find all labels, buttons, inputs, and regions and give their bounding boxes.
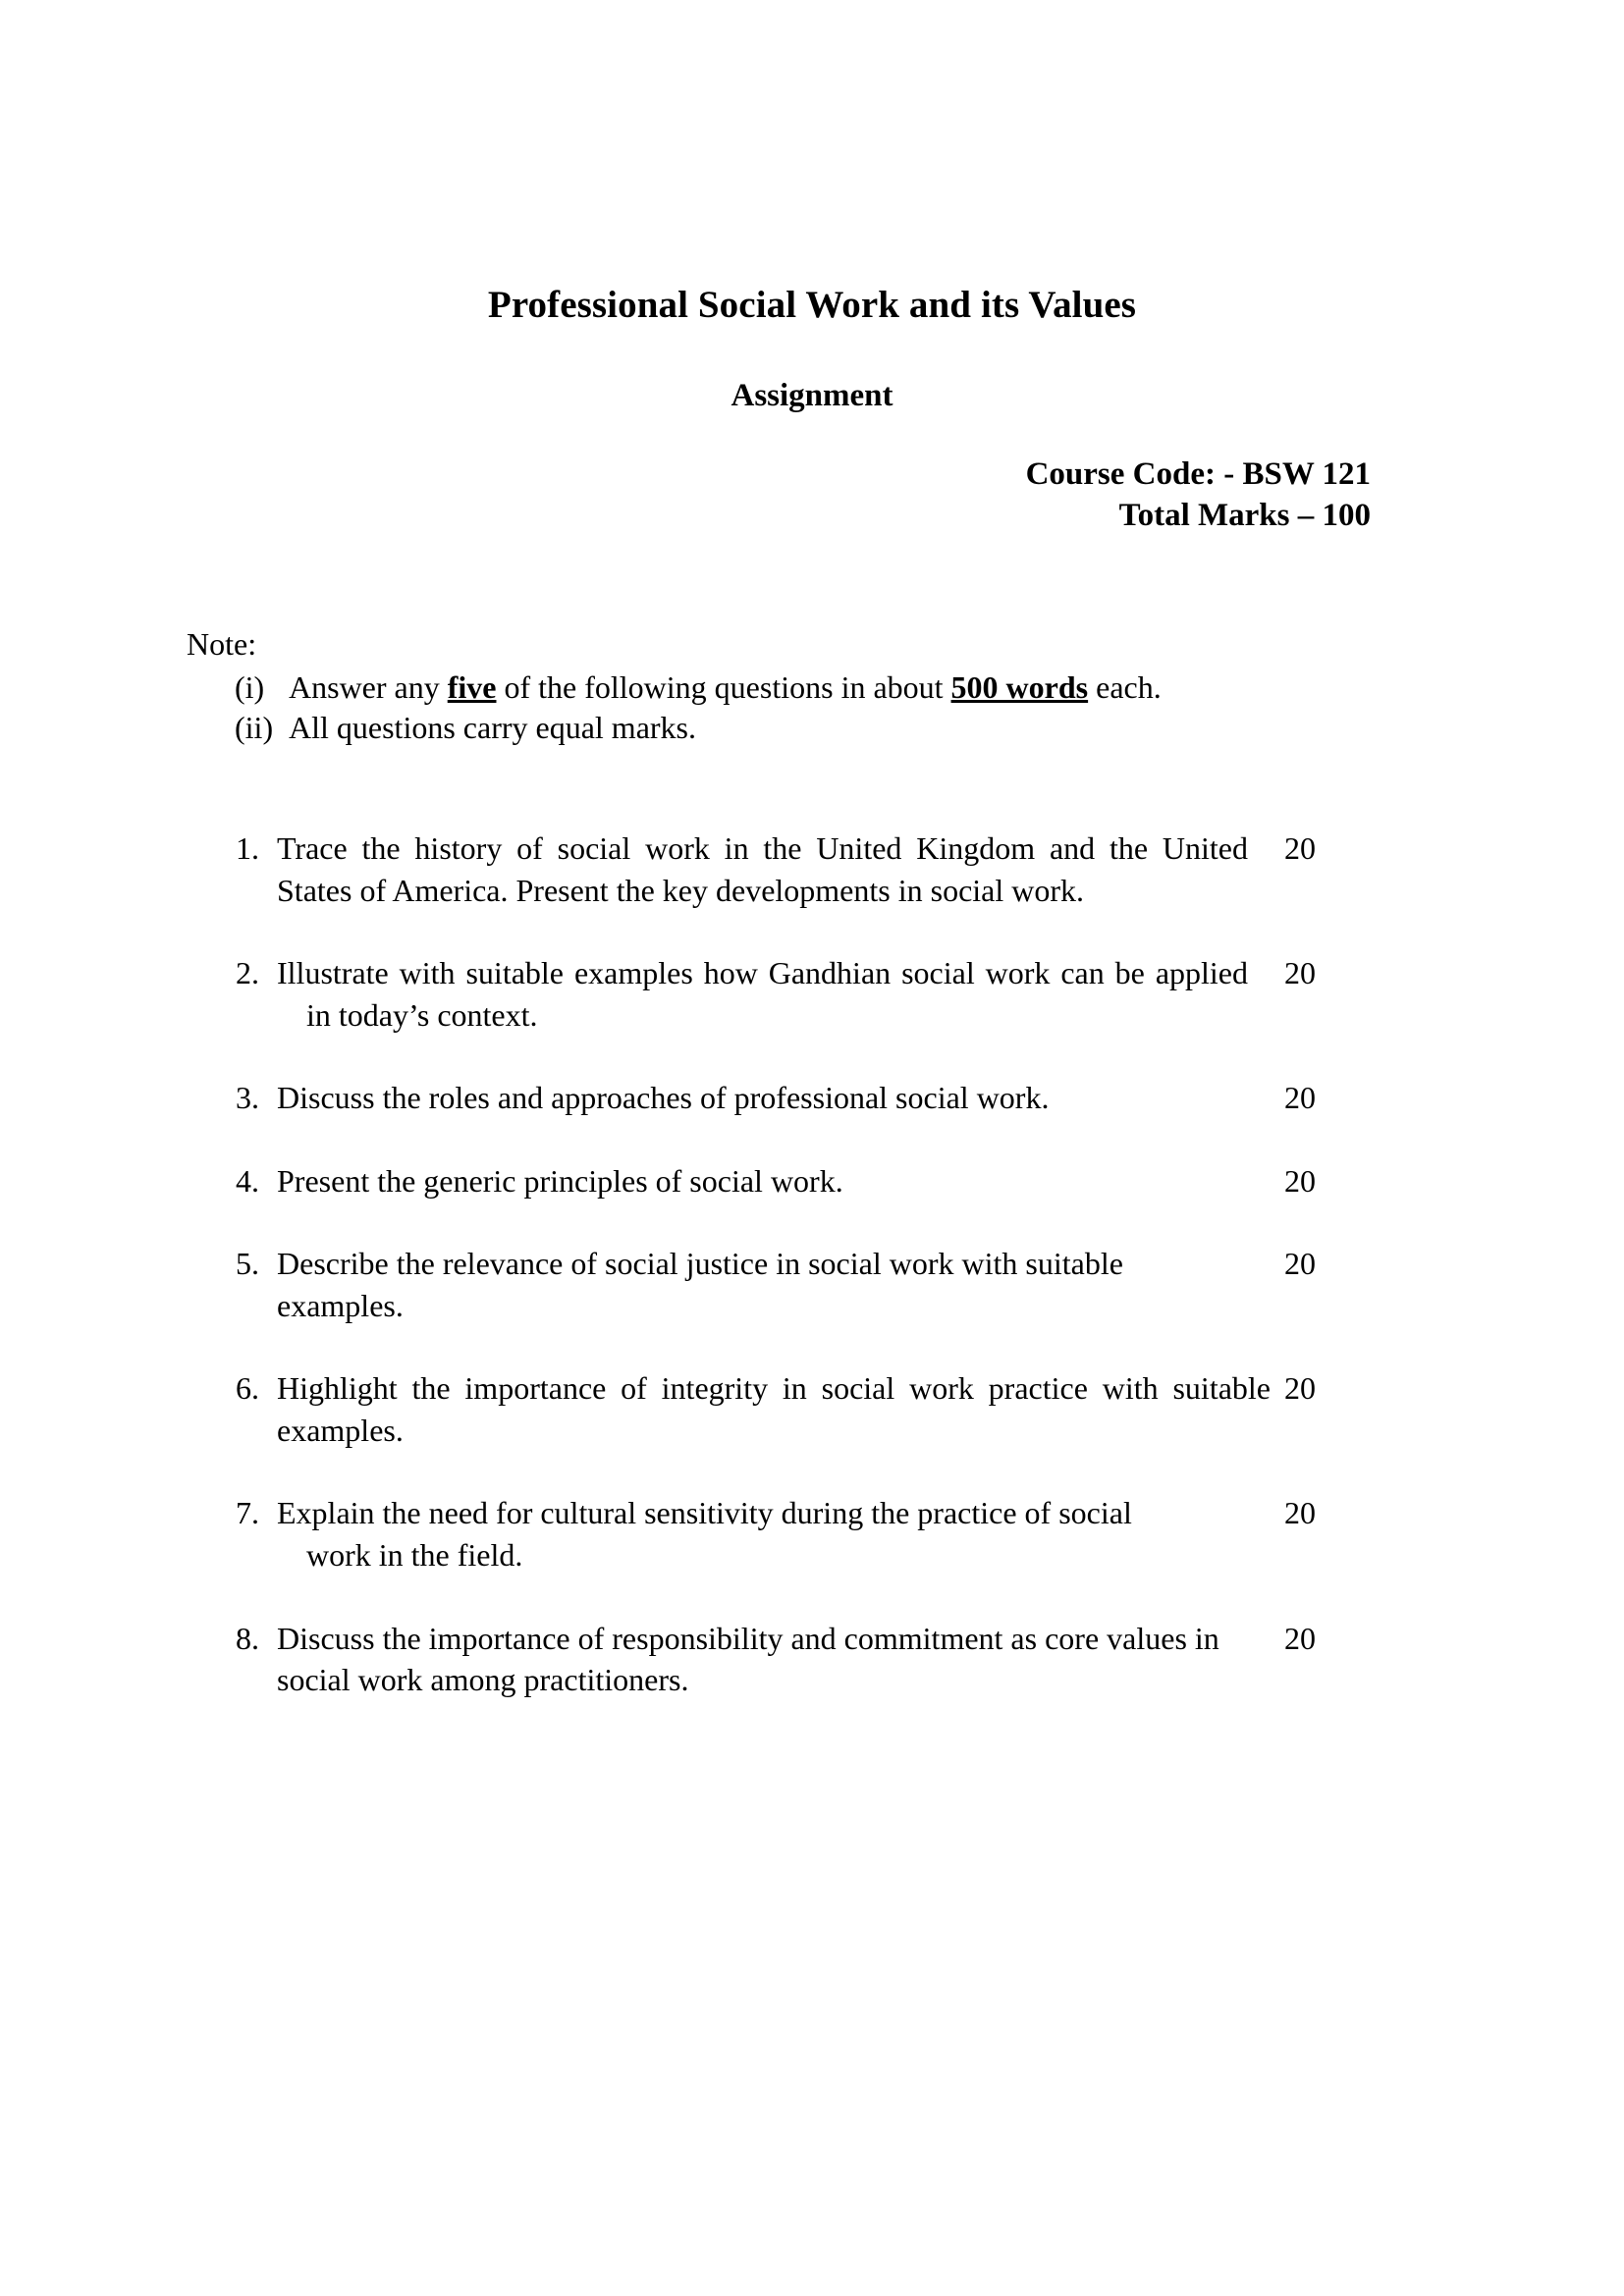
note-emphasis-word-count: 500 words <box>950 668 1089 705</box>
total-marks: Total Marks – 100 <box>1118 498 1371 534</box>
question-number: 8. <box>236 1620 259 1656</box>
question-number: 1. <box>236 830 259 866</box>
question-item <box>0 1160 1624 1202</box>
note-text-before: Answer any <box>289 668 448 705</box>
question-item <box>0 1367 1624 1451</box>
question-marks: 20 <box>1284 1370 1316 1407</box>
page-title: Professional Social Work and its Values <box>487 284 1137 326</box>
document-subtitle: Assignment <box>731 378 893 413</box>
course-code: Course Code: - BSW 121 <box>1025 456 1371 492</box>
note-text-middle: of the following questions in about <box>496 668 951 705</box>
note-item-marker: (ii) <box>235 710 274 746</box>
question-item <box>0 1077 1624 1119</box>
question-item <box>0 1618 1624 1701</box>
note-item <box>235 667 1624 709</box>
question-marks: 20 <box>1284 1495 1316 1531</box>
question-marks: 20 <box>1284 955 1316 991</box>
question-text: Discuss the roles and approaches of professional social work. <box>277 1080 1050 1116</box>
note-item-text <box>289 667 1624 709</box>
course-meta-block <box>0 454 1371 536</box>
question-marks: 20 <box>1284 1080 1316 1116</box>
question-item <box>0 1243 1624 1326</box>
note-block <box>0 624 1624 749</box>
question-marks: 20 <box>1284 1162 1316 1199</box>
question-item <box>0 1492 1624 1575</box>
question-number: 7. <box>236 1495 259 1531</box>
question-marks: 20 <box>1284 830 1316 866</box>
question-text: Discuss the importance of responsibility and commitment as core values in social work among practitioners. <box>277 1620 1219 1698</box>
note-label: Note: <box>187 626 257 662</box>
question-text: Trace the history of social work in the United Kingdom and the United States of America. Present the key developments in social work. <box>277 830 1248 908</box>
note-emphasis-five: five <box>447 668 497 705</box>
question-item <box>0 952 1624 1036</box>
note-item-marker: (i) <box>235 668 265 705</box>
question-marks: 20 <box>1284 1246 1316 1282</box>
question-text: Highlight the importance of integrity in social work practice with suitable examples. <box>277 1370 1271 1448</box>
question-number: 5. <box>236 1246 259 1282</box>
question-text: Describe the relevance of social justice in social work with suitable examples. <box>277 1246 1123 1323</box>
question-text: Explain the need for cultural sensitivity during the practice of social work in the field. <box>277 1495 1132 1574</box>
question-text: Present the generic principles of social work. <box>277 1162 843 1199</box>
question-list <box>0 828 1624 1742</box>
question-item <box>0 828 1624 911</box>
question-number: 4. <box>236 1162 259 1199</box>
question-number: 6. <box>236 1370 259 1407</box>
note-item-list <box>0 667 1624 749</box>
note-item <box>235 708 1624 749</box>
question-number: 3. <box>236 1080 259 1116</box>
question-number: 2. <box>236 955 259 991</box>
note-text-after: each. <box>1088 668 1162 705</box>
note-item-text: All questions carry equal marks. <box>289 710 696 746</box>
question-marks: 20 <box>1284 1620 1316 1656</box>
question-text: Illustrate with suitable examples how Gandhian social work can be applied in today’s context. <box>277 955 1248 1033</box>
